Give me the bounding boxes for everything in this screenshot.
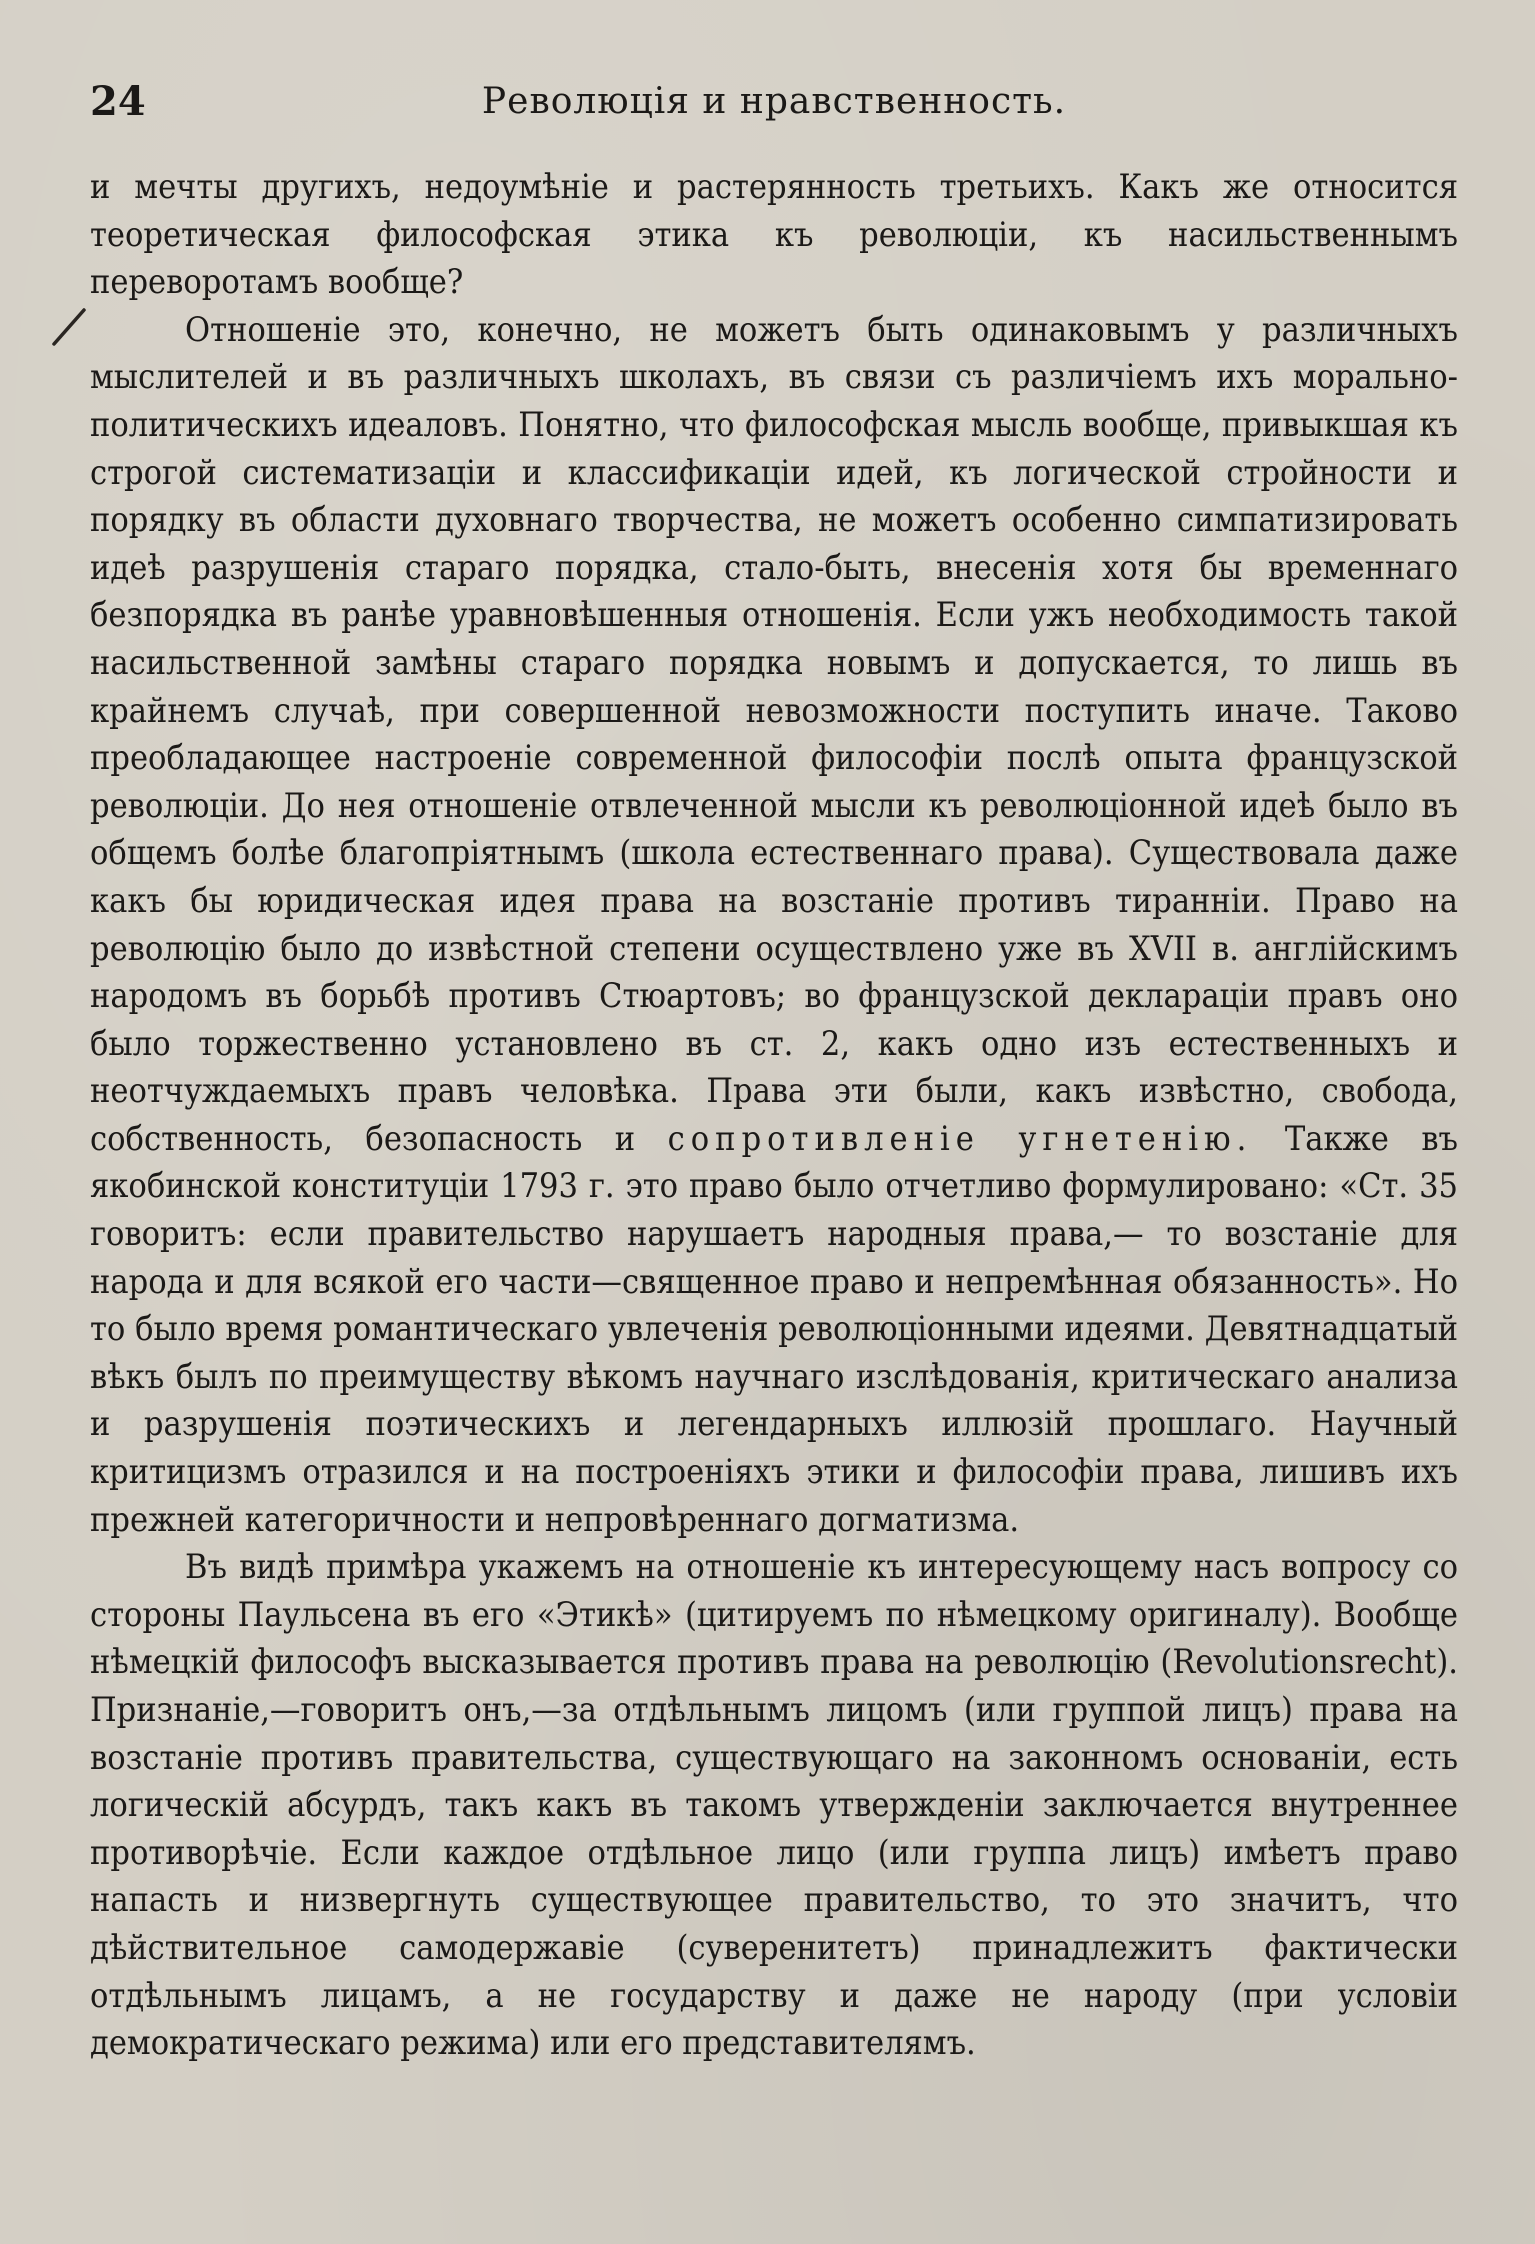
paragraph-3: Въ видѣ примѣра укажемъ на отношеніе къ интересующему насъ вопросу со стороны Паульсена въ его «Этикѣ» (цитируемъ по нѣмецкому оригиналу). Вообще нѣмецкій философъ высказывается противъ права на революцію (Revolutionsrecht). Признаніе,—говоритъ онъ,—за отдѣльнымъ лицомъ (или группой лицъ) права на возстаніе противъ правительства, существующаго на законномъ основаніи, есть логическій абсурдъ, такъ какъ въ такомъ утвержденіи заключается внутреннее противорѣчіе. Если каждое отдѣльное лицо (или группа лицъ) имѣетъ право напасть и низвергнуть существующее правительство, то это значитъ, что дѣйствительное самодержавіе (суверенитетъ) принадлежитъ фактически отдѣльнымъ лицамъ, а не государству и даже не народу (при условіи демократическаго режима) или его представителямъ. (90, 1547, 1458, 2064)
paragraph-2-part-a: Отношеніе это, конечно, не можетъ быть одинаковымъ у различныхъ мыслителей и въ различныхъ школахъ, въ связи съ различіемъ ихъ морально-политическихъ идеаловъ. Понятно, что философская мысль вообще, привыкшая къ строгой систематизаціи и классификаціи идей, къ логической стройности и порядку въ области духовнаго творчества, не можетъ особенно симпатизировать идеѣ разрушенія стараго порядка, стало-быть, внесенія хотя бы временнаго безпорядка въ ранѣе уравновѣшенныя отношенія. Если ужъ необходимость такой насильственной замѣны стараго порядка новымъ и допускается, то лишь въ крайнемъ случаѣ, при совершенной невозможности поступить иначе. Таково преобладающее настроеніе современной философіи послѣ опыта французской революціи. До нея отношеніе отвлеченной мысли къ революціонной идеѣ было въ общемъ болѣе благопріятнымъ (школа естественнаго права). Существовала даже какъ бы юридическая идея права на возстаніе противъ тиранніи. Право на революцію было до извѣстной степени осуществлено уже въ XVII в. англійскимъ народомъ въ борьбѣ противъ Стюартовъ; во французской деклараціи правъ оно было торжественно установлено въ ст. 2, какъ одно изъ естественныхъ и неотчуждаемыхъ правъ человѣка. Права эти были, какъ извѣстно, свобода, собственность, безопасность и (90, 309, 1458, 1159)
paragraph-1: и мечты другихъ, недоумѣніе и растерянность третьихъ. Какъ же относится теоретическая философская этика къ революціи, къ насильственнымъ переворотамъ вообще? (90, 167, 1458, 303)
pencil-slash-mark (48, 306, 90, 348)
page-number: 24 (90, 78, 146, 125)
paragraph-2 (90, 307, 1458, 1544)
body-text (90, 164, 1458, 2068)
paragraph-2-spaced-emphasis: сопротивленіе угнетенію. (667, 1118, 1253, 1159)
page-header (90, 72, 1458, 132)
paragraph-2-part-b: Также въ якобинской конституціи 1793 г. это право было отчетливо формулировано: «Ст. 35 говоритъ: если правительство нарушаетъ народныя права,— то возстаніе для народа и для всякой его части—священное право и непремѣнная обязанность». Но то было время романтическаго увлеченія революціонными идеями. Девятнадцатый вѣкъ былъ по преимуществу вѣкомъ научнаго изслѣдованія, критическаго анализа и разрушенія поэтическихъ и легендарныхъ иллюзій прошлаго. Научный критицизмъ отразился и на построеніяхъ этики и философіи права, лишивъ ихъ прежней категоричности и непровѣреннаго догматизма. (90, 1118, 1459, 1540)
running-title: Революція и нравственность. (481, 81, 1067, 122)
